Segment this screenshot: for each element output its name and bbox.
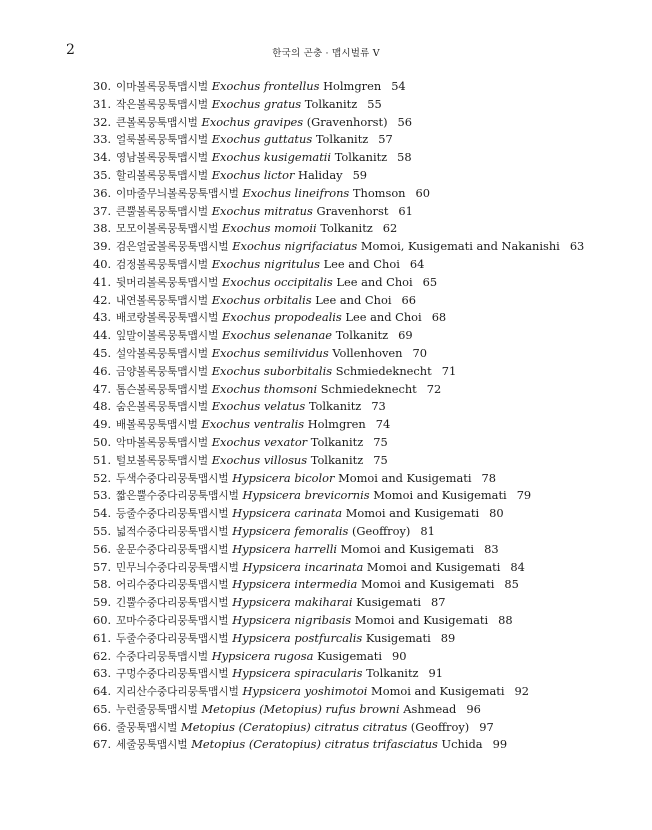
author-name: (Gravenhorst) [306, 114, 388, 129]
entry-number: 61. [93, 630, 112, 645]
author-name: Momoi and Kusigemati [340, 541, 475, 556]
toc-entry [93, 434, 632, 452]
author-name: Tolkanitz [315, 132, 369, 147]
entry-number: 67. [93, 737, 112, 752]
korean-name: 긴뿔수중다리뭉툭맵시벌 [116, 597, 229, 610]
entry-number: 45. [93, 345, 112, 360]
korean-name: 넓적수중다리뭉툭맵시벌 [116, 525, 229, 538]
author-name: Thomson [352, 185, 406, 200]
page-ref: 61 [398, 203, 413, 218]
scientific-name: Metopius (Ceratopius) citratus citratus [181, 719, 408, 734]
author-name: Kusigemati [317, 648, 382, 663]
toc-entry [93, 78, 632, 96]
author-name: Momoi and Kusigemati [373, 488, 507, 503]
entry-number: 66. [93, 719, 112, 734]
korean-name: 설악볼록뭉툭맵시벌 [116, 347, 209, 360]
scientific-name: Exochus lineifrons [242, 185, 350, 200]
author-name: Tolkanitz [320, 221, 373, 236]
korean-name: 지리산수중다리뭉툭맵시벌 [116, 686, 239, 699]
scientific-name: Hypsicera femoralis [232, 523, 349, 538]
author-name: Holmgren [307, 417, 366, 432]
entry-number: 50. [93, 434, 112, 449]
scientific-name: Hypsicera nigribasis [232, 612, 352, 627]
page-ref: 55 [367, 96, 382, 111]
author-name: Momoi and Kusigemati [354, 612, 489, 627]
scientific-name: Metopius (Metopius) rufus browni [201, 701, 400, 716]
korean-name: 잎말이볼록뭉툭맵시벌 [116, 330, 219, 343]
page-ref: 78 [481, 470, 496, 485]
author-name: Lee and Choi [315, 292, 392, 307]
toc-entry [93, 345, 632, 363]
author-name: Lee and Choi [345, 310, 422, 325]
entry-number: 30. [93, 79, 112, 93]
entry-number: 64. [93, 684, 112, 699]
scientific-name: Hypsicera spiracularis [232, 666, 363, 681]
korean-name: 큰볼록뭉툭맵시벌 [116, 116, 198, 129]
toc-entry [93, 594, 632, 612]
entry-number: 34. [93, 150, 112, 165]
page-ref: 74 [375, 417, 391, 432]
korean-name: 큰뿔볼록뭉툭맵시벌 [116, 205, 209, 218]
toc-entry [93, 220, 632, 238]
korean-name: 할리볼록뭉툭맵시벌 [116, 169, 209, 182]
scientific-name: Hypsicera incarinata [242, 559, 364, 574]
korean-name: 작은볼록뭉툭맵시벌 [116, 98, 209, 111]
korean-name: 뒷머리볼록뭉툭맵시벌 [116, 276, 219, 289]
scientific-name: Exochus propodealis [221, 310, 342, 325]
korean-name: 숨은볼록뭉툭맵시벌 [116, 401, 209, 414]
author-name: Lee and Choi [323, 256, 400, 271]
author-name: Kusigemati [356, 595, 422, 610]
scientific-name: Hypsicera postfurcalis [232, 630, 363, 645]
toc-entry [93, 309, 632, 327]
toc-entry [93, 363, 632, 381]
page-ref: 88 [498, 612, 513, 627]
author-name: Tolkanitz [308, 399, 362, 414]
entry-number: 33. [93, 132, 112, 147]
author-name: Holmgren [323, 79, 382, 93]
page-ref: 64 [409, 256, 425, 271]
korean-name: 줄뭉툭맵시벌 [116, 721, 178, 734]
page-ref: 96 [466, 701, 481, 716]
toc-entry [93, 541, 632, 559]
scientific-name: Exochus frontellus [211, 79, 320, 93]
page-ref: 87 [431, 595, 446, 610]
author-name: (Geoffroy) [410, 719, 470, 734]
page-ref: 71 [441, 363, 457, 378]
page-ref: 60 [415, 185, 431, 200]
scientific-name: Exochus gravipes [201, 114, 304, 129]
toc-entry [93, 559, 632, 577]
toc-entry [93, 612, 632, 630]
entry-number: 62. [93, 648, 112, 663]
korean-name: 배코랑볼록뭉툭맵시벌 [116, 312, 219, 325]
scientific-name: Hypsicera intermedia [232, 577, 358, 592]
korean-name: 이마줄무늬볼록뭉툭맵시벌 [116, 187, 239, 200]
running-header: 한국의 곤충 · 맵시벌류 V [272, 48, 380, 59]
author-name: Vollenhoven [332, 345, 403, 360]
scientific-name: Exochus suborbitalis [211, 363, 333, 378]
page-ref: 68 [431, 310, 447, 325]
author-name: Schmiedeknecht [335, 363, 432, 378]
scientific-name: Exochus lictor [211, 167, 295, 182]
author-name: Momoi and Kusigemati [371, 684, 505, 699]
entry-number: 46. [93, 363, 112, 378]
entry-number: 51. [93, 452, 112, 467]
scientific-name: Exochus semilividus [211, 345, 329, 360]
scientific-name: Hypsicera makiharai [232, 595, 353, 610]
page-ref: 80 [489, 506, 504, 521]
entry-number: 31. [93, 96, 112, 111]
toc-entry [93, 665, 632, 683]
page-ref: 70 [412, 345, 427, 360]
scientific-name: Exochus orbitalis [211, 292, 312, 307]
korean-name: 짧은뿔수중다리뭉툭맵시벌 [116, 490, 239, 503]
page-ref: 57 [378, 132, 393, 147]
page-ref: 85 [504, 577, 519, 592]
scientific-name: Exochus ventralis [201, 417, 305, 432]
entry-number: 65. [93, 701, 112, 716]
scientific-name: Exochus kusigematii [211, 150, 332, 165]
entry-number: 58. [93, 577, 112, 592]
scientific-name: Exochus mitratus [211, 203, 313, 218]
page-ref: 91 [428, 666, 444, 681]
toc-entry [93, 185, 632, 203]
page-ref: 92 [514, 684, 529, 699]
author-name: Lee and Choi [336, 274, 413, 289]
page-ref: 83 [484, 541, 499, 556]
entry-number: 32. [93, 114, 112, 129]
toc-entry [93, 203, 632, 221]
page-ref: 81 [420, 523, 435, 538]
korean-name: 운문수중다리뭉툭맵시벌 [116, 543, 229, 556]
author-name: Tolkanitz [310, 434, 364, 449]
toc-entry [93, 701, 632, 719]
toc-entry [93, 505, 632, 523]
toc-entry [93, 416, 632, 434]
korean-name: 금양볼록뭉툭맵시벌 [116, 365, 209, 378]
toc-entry [93, 96, 632, 114]
korean-name: 세줄뭉툭맵시벌 [116, 739, 188, 752]
entry-number: 39. [93, 239, 112, 254]
korean-name: 털보볼록뭉툭맵시벌 [116, 454, 209, 467]
page-ref: 54 [391, 79, 406, 93]
korean-name: 꼬마수중다리뭉툭맵시벌 [116, 614, 229, 627]
author-name: Momoi and Kusigemati [338, 470, 472, 485]
page-ref: 72 [426, 381, 442, 396]
entry-number: 40. [93, 256, 112, 271]
entry-number: 35. [93, 167, 112, 182]
toc-entry [93, 256, 632, 274]
korean-name: 어리수중다리뭉툭맵시벌 [116, 579, 229, 592]
korean-name: 두줄수중다리뭉툭맵시벌 [116, 632, 229, 645]
page-ref: 79 [516, 488, 532, 503]
entry-number: 42. [93, 292, 112, 307]
korean-name: 검정볼록뭉툭맵시벌 [116, 258, 209, 271]
korean-name: 배볼록뭉툭맵시벌 [116, 419, 198, 432]
author-name: Schmiedeknecht [320, 381, 417, 396]
author-name: Uchida [441, 737, 483, 752]
entry-number: 37. [93, 203, 112, 218]
entry-number: 60. [93, 612, 112, 627]
korean-name: 내연볼록뭉툭맵시벌 [116, 294, 209, 307]
korean-name: 누런줄뭉툭맵시벌 [116, 703, 198, 716]
korean-name: 모모이볼록뭉툭맵시벌 [116, 223, 219, 236]
page-ref: 56 [397, 114, 413, 129]
toc-entry [93, 452, 632, 470]
entry-number: 54. [93, 506, 112, 521]
scientific-name: Exochus guttatus [211, 132, 313, 147]
scientific-name: Exochus villosus [211, 452, 308, 467]
author-name: Tolkanitz [335, 328, 389, 343]
entry-number: 52. [93, 470, 112, 485]
page-ref: 99 [492, 737, 508, 752]
author-name: Momoi and Kusigemati [366, 559, 501, 574]
toc-entry [93, 470, 632, 488]
entry-number: 38. [93, 221, 112, 236]
page-ref: 89 [440, 630, 456, 645]
scientific-name: Hypsicera brevicornis [242, 488, 370, 503]
toc-entry [93, 719, 632, 737]
korean-name: 구멍수중다리뭉툭맵시벌 [116, 668, 229, 681]
scientific-name: Hypsicera yoshimotoi [242, 684, 368, 699]
author-name: Kusigemati [365, 630, 431, 645]
entry-number: 41. [93, 274, 112, 289]
author-name: Haliday [298, 167, 343, 182]
toc-entry [93, 381, 632, 399]
entry-number: 47. [93, 381, 112, 396]
author-name: Momoi and Kusigemati [345, 506, 480, 521]
scientific-name: Metopius (Ceratopius) citratus trifasciatus [191, 737, 438, 752]
scientific-name: Exochus nigrifaciatus [232, 239, 358, 254]
korean-name: 수중다리뭉툭맵시벌 [116, 650, 209, 663]
author-name: Momoi and Kusigemati [360, 577, 495, 592]
toc-entry [93, 487, 632, 505]
scientific-name: Exochus occipitalis [221, 274, 333, 289]
toc-entry [93, 167, 632, 185]
korean-name: 악마볼록뭉툭맵시벌 [116, 436, 209, 449]
author-name: Tolkanitz [366, 666, 419, 681]
author-name: Tolkanitz [304, 96, 358, 111]
author-name: Ashmead [403, 701, 457, 716]
page-ref: 90 [392, 648, 407, 663]
page-ref: 63 [569, 239, 585, 254]
scientific-name: Hypsicera carinata [232, 506, 343, 521]
toc-entry [93, 683, 632, 701]
page-ref: 73 [371, 399, 386, 414]
page-ref: 58 [397, 150, 412, 165]
entry-number: 48. [93, 399, 112, 414]
author-name: Tolkanitz [334, 150, 388, 165]
toc-entry [93, 736, 632, 754]
scientific-name: Exochus velatus [211, 399, 306, 414]
entry-number: 56. [93, 541, 112, 556]
toc-entry [93, 149, 632, 167]
author-name: Momoi, Kusigemati and Nakanishi [360, 239, 560, 254]
toc-entry [93, 576, 632, 594]
scientific-name: Hypsicera harrelli [232, 541, 338, 556]
korean-name: 이마볼록뭉툭맵시벌 [116, 81, 209, 93]
scientific-name: Exochus nigritulus [211, 256, 320, 271]
korean-name: 영남볼록뭉툭맵시벌 [116, 152, 209, 165]
korean-name: 민무늬수중다리뭉툭맵시벌 [116, 561, 239, 574]
page-ref: 75 [373, 452, 388, 467]
scientific-name: Exochus thomsoni [211, 381, 318, 396]
toc-entry [93, 238, 632, 256]
page-ref: 66 [401, 292, 416, 307]
entry-number: 36. [93, 185, 112, 200]
page-ref: 65 [422, 274, 438, 289]
table-of-contents [93, 78, 632, 754]
toc-entry [93, 648, 632, 666]
scientific-name: Exochus momoii [221, 221, 317, 236]
toc-entry [93, 523, 632, 541]
korean-name: 얼룩볼록뭉툭맵시벌 [116, 134, 209, 147]
entry-number: 44. [93, 328, 112, 343]
entry-number: 53. [93, 488, 112, 503]
korean-name: 등줄수중다리뭉툭맵시벌 [116, 508, 229, 521]
author-name: (Geoffroy) [351, 523, 411, 538]
page-ref: 84 [510, 559, 525, 574]
toc-entry [93, 114, 632, 132]
entry-number: 55. [93, 523, 112, 538]
entry-number: 63. [93, 666, 112, 681]
toc-entry [93, 274, 632, 292]
author-name: Tolkanitz [310, 452, 364, 467]
toc-entry [93, 327, 632, 345]
page-ref: 75 [373, 434, 388, 449]
page-number: 2 [66, 42, 75, 58]
korean-name: 두색수중다리뭉툭맵시벌 [116, 472, 229, 485]
toc-entry [93, 292, 632, 310]
scientific-name: Hypsicera bicolor [232, 470, 335, 485]
korean-name: 톰슨볼록뭉툭맵시벌 [116, 383, 209, 396]
page-ref: 62 [382, 221, 398, 236]
korean-name: 검은얼굴볼록뭉툭맵시벌 [116, 241, 229, 254]
scientific-name: Exochus selenanae [221, 328, 333, 343]
toc-entry [93, 131, 632, 149]
toc-entry [93, 398, 632, 416]
page-ref: 69 [398, 328, 413, 343]
scientific-name: Exochus vexator [211, 434, 308, 449]
entry-number: 57. [93, 559, 112, 574]
page-ref: 97 [479, 719, 494, 734]
scientific-name: Hypsicera rugosa [211, 648, 314, 663]
entry-number: 43. [93, 310, 112, 325]
toc-entry [93, 630, 632, 648]
page-ref: 59 [352, 167, 368, 182]
entry-number: 49. [93, 417, 112, 432]
author-name: Gravenhorst [316, 203, 389, 218]
scientific-name: Exochus gratus [211, 96, 302, 111]
entry-number: 59. [93, 595, 112, 610]
